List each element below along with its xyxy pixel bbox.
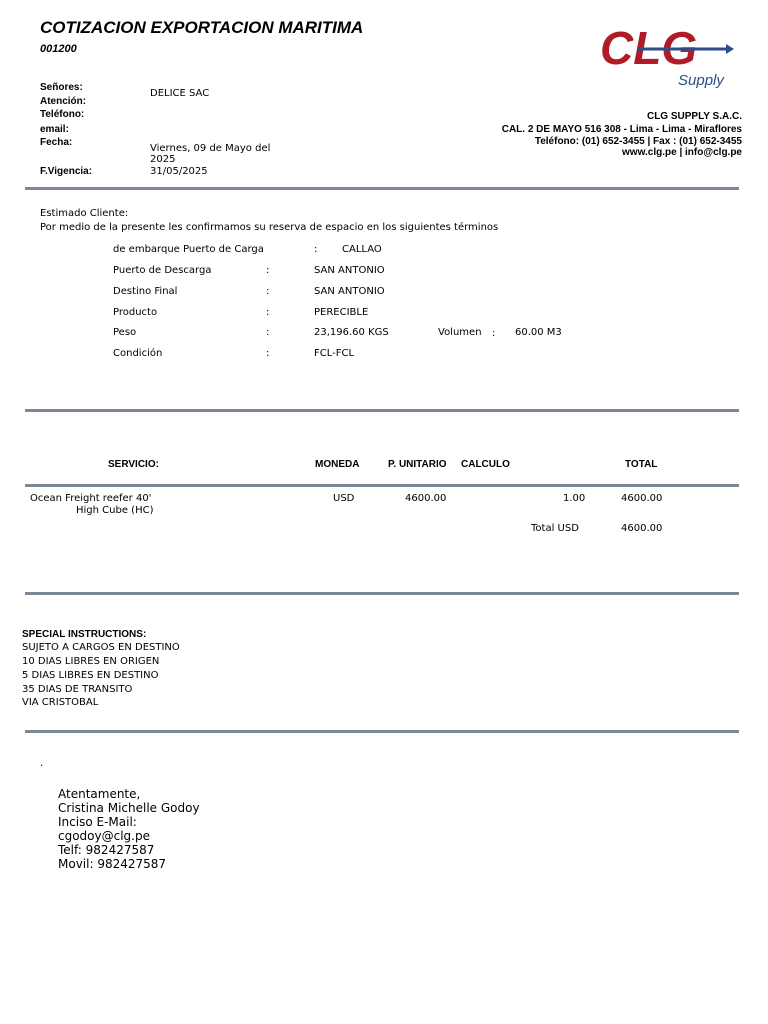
col-header-moneda: MONEDA — [315, 459, 360, 470]
term-colon: : — [266, 307, 270, 318]
instructions-title: SPECIAL INSTRUCTIONS: — [22, 629, 147, 640]
divider — [25, 409, 739, 412]
logo-arrow-head — [726, 44, 734, 54]
label-email: email: — [40, 124, 69, 135]
company-phones: Teléfono: (01) 652-3455 | Fax : (01) 652-3455 — [534, 136, 742, 147]
signature-email: cgodoy@clg.pe — [58, 829, 150, 843]
greeting: Estimado Cliente: — [40, 208, 129, 219]
term-peso-value: 23,196.60 KGS — [314, 327, 389, 338]
instruction-line: 10 DIAS LIBRES EN ORIGEN — [22, 656, 160, 667]
total-value: 4600.00 — [621, 523, 663, 534]
term-colon: : — [492, 328, 496, 339]
term-colon: : — [314, 244, 318, 255]
instruction-line: 35 DIAS DE TRANSITO — [22, 684, 133, 695]
term-condicion-value: FCL-FCL — [314, 348, 355, 359]
label-vigencia: F.Vigencia: — [40, 166, 93, 177]
col-header-total: TOTAL — [625, 459, 658, 470]
term-descarga-label: Puerto de Descarga — [113, 265, 212, 276]
logo-text: CLG — [600, 22, 698, 74]
col-header-unitario: P. UNITARIO — [388, 459, 447, 470]
signature-movil: Movil: 982427587 — [58, 857, 167, 871]
label-senores: Señores: — [40, 82, 83, 93]
term-descarga-value: SAN ANTONIO — [314, 265, 385, 276]
signature-closing: Atentamente, — [58, 787, 141, 801]
instruction-line: VIA CRISTOBAL — [22, 697, 99, 708]
document-number: 001200 — [40, 43, 77, 55]
validity-date: 31/05/2025 — [150, 166, 208, 177]
service-line1: Ocean Freight reefer 40' — [30, 493, 152, 504]
date-line2: 2025 — [150, 154, 176, 165]
term-destino-label: Destino Final — [113, 286, 178, 297]
intro-line: Por medio de la presente les confirmamos su reserva de espacio en los siguientes términos — [40, 222, 499, 233]
term-volumen-value: 60.00 M3 — [515, 327, 562, 338]
company-address: CAL. 2 DE MAYO 516 308 - Lima - Lima - Miraflores — [501, 124, 742, 135]
table-header-divider — [25, 484, 739, 487]
clg-supply-logo — [598, 22, 738, 92]
divider — [25, 592, 739, 595]
label-fecha: Fecha: — [40, 137, 73, 148]
row-unit-price: 4600.00 — [405, 493, 447, 504]
col-header-calculo: CALCULO — [461, 459, 510, 470]
term-producto-value: PERECIBLE — [314, 307, 369, 318]
term-peso-label: Peso — [113, 327, 137, 338]
row-currency: USD — [333, 493, 355, 504]
instruction-line: SUJETO A CARGOS EN DESTINO — [22, 642, 180, 653]
instruction-line: 5 DIAS LIBRES EN DESTINO — [22, 670, 159, 681]
divider — [25, 730, 739, 733]
term-embarque-value: CALLAO — [342, 244, 382, 255]
term-volumen-label: Volumen — [438, 327, 482, 338]
date-line1: Viernes, 09 de Mayo del — [150, 143, 271, 154]
service-line2: High Cube (HC) — [76, 505, 154, 516]
logo-subtext: Supply — [678, 72, 724, 89]
document-title: COTIZACION EXPORTACION MARITIMA — [40, 18, 364, 37]
row-calc: 1.00 — [563, 493, 586, 504]
label-atencion: Atención: — [40, 96, 87, 107]
label-telefono: Teléfono: — [40, 109, 85, 120]
company-web: www.clg.pe | info@clg.pe — [622, 147, 742, 158]
term-embarque-label: de embarque Puerto de Carga — [113, 244, 264, 255]
term-destino-value: SAN ANTONIO — [314, 286, 385, 297]
term-colon: : — [266, 286, 270, 297]
term-producto-label: Producto — [113, 307, 158, 318]
total-label: Total USD — [531, 523, 579, 534]
term-colon: : — [266, 265, 270, 276]
signature-inciso: Inciso E-Mail: — [58, 815, 137, 829]
row-total: 4600.00 — [621, 493, 663, 504]
term-colon: : — [266, 348, 270, 359]
signature-name: Cristina Michelle Godoy — [58, 801, 200, 815]
signature-dot: . — [40, 758, 44, 769]
term-condicion-label: Condición — [113, 348, 163, 359]
col-header-servicio: SERVICIO: — [108, 459, 159, 470]
divider — [25, 187, 739, 190]
client-name: DELICE SAC — [150, 88, 210, 99]
signature-telf: Telf: 982427587 — [58, 843, 155, 857]
company-name: CLG SUPPLY S.A.C. — [646, 111, 742, 122]
term-colon: : — [266, 327, 270, 338]
